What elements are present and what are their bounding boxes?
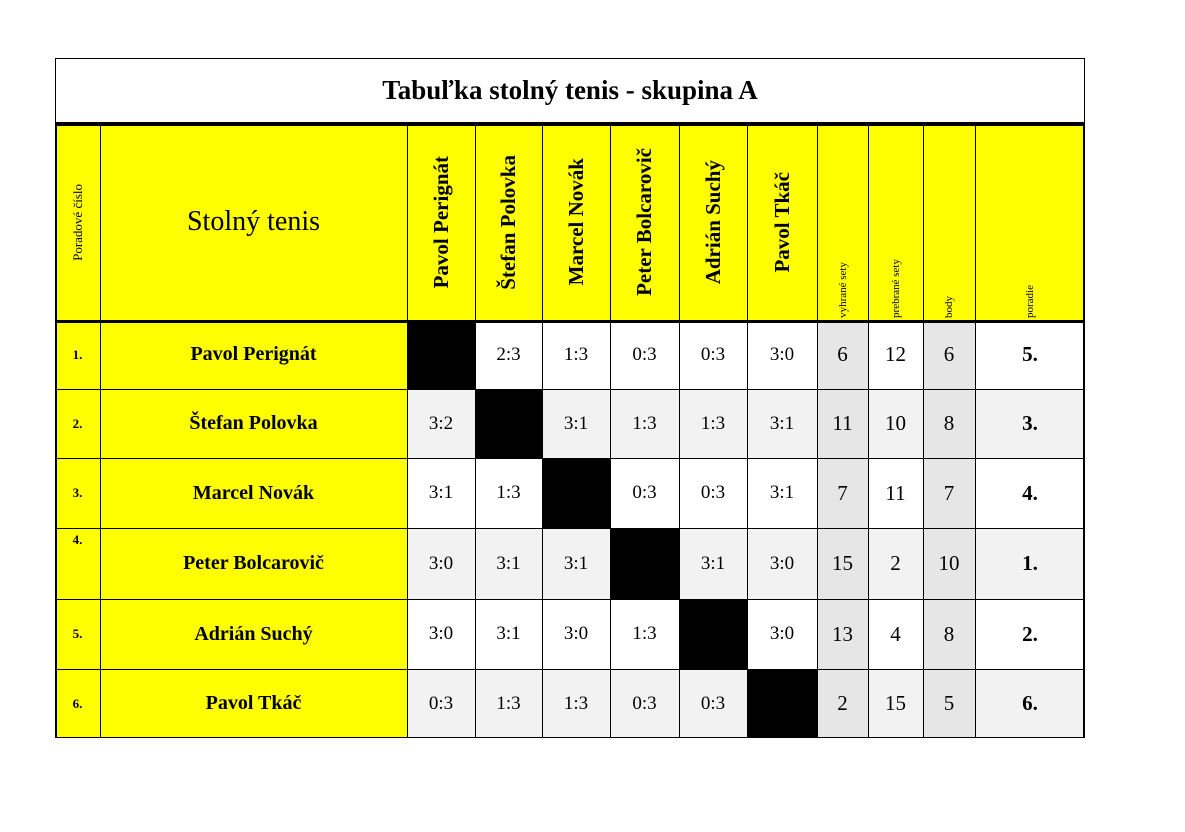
player-name: Marcel Novák bbox=[100, 458, 407, 528]
lost-sets-value: 4 bbox=[868, 599, 923, 669]
row-number: 4. bbox=[55, 528, 100, 599]
won-sets-value: 15 bbox=[817, 528, 868, 599]
header-lost-sets bbox=[868, 124, 923, 320]
results-table bbox=[55, 58, 1085, 738]
grid-line bbox=[55, 124, 57, 738]
score-cell: 3:1 bbox=[475, 528, 542, 599]
score-cell: 3:0 bbox=[747, 528, 817, 599]
score-cell: 3:1 bbox=[747, 389, 817, 458]
grid-line bbox=[923, 124, 924, 738]
score-cell: 3:0 bbox=[747, 320, 817, 389]
lost-sets-value: 2 bbox=[868, 528, 923, 599]
grid-line bbox=[475, 124, 476, 738]
header-won-sets-label: vyhrané sety bbox=[836, 262, 849, 318]
score-cell: 1:3 bbox=[542, 320, 610, 389]
header-player-4 bbox=[610, 124, 679, 320]
won-sets-value: 2 bbox=[817, 669, 868, 738]
grid-line bbox=[55, 528, 1085, 529]
player-name: Adrián Suchý bbox=[100, 599, 407, 669]
points-value: 8 bbox=[923, 599, 975, 669]
header-order-cell bbox=[55, 124, 100, 320]
grid-line bbox=[100, 124, 101, 738]
score-cell: 1:3 bbox=[610, 599, 679, 669]
header-player-name: Štefan Polovka bbox=[496, 154, 520, 290]
grid-line bbox=[868, 124, 869, 738]
grid-line bbox=[975, 124, 976, 738]
score-cell: 0:3 bbox=[407, 669, 475, 738]
score-cell: 1:3 bbox=[475, 669, 542, 738]
header-player-6 bbox=[747, 124, 817, 320]
player-name: Peter Bolcarovič bbox=[100, 528, 407, 599]
header-placement-label: poradie bbox=[1024, 285, 1036, 318]
diagonal-cell bbox=[475, 389, 542, 458]
score-cell: 3:1 bbox=[747, 458, 817, 528]
header-player-5 bbox=[679, 124, 747, 320]
header-table-label: Stolný tenis bbox=[100, 124, 407, 320]
points-value: 6 bbox=[923, 320, 975, 389]
player-name: Štefan Polovka bbox=[100, 389, 407, 458]
lost-sets-value: 11 bbox=[868, 458, 923, 528]
grid-line bbox=[1083, 124, 1085, 738]
points-value: 7 bbox=[923, 458, 975, 528]
header-player-1 bbox=[407, 124, 475, 320]
row-number: 6. bbox=[55, 669, 100, 738]
row-number: 3. bbox=[55, 458, 100, 528]
row-number: 2. bbox=[55, 389, 100, 458]
score-cell: 3:0 bbox=[407, 599, 475, 669]
placement-value: 6. bbox=[975, 669, 1085, 738]
diagonal-cell bbox=[542, 458, 610, 528]
grid-line bbox=[817, 124, 818, 738]
points-value: 10 bbox=[923, 528, 975, 599]
score-cell: 3:1 bbox=[475, 599, 542, 669]
score-cell: 3:0 bbox=[542, 599, 610, 669]
won-sets-value: 7 bbox=[817, 458, 868, 528]
grid-line bbox=[679, 124, 680, 738]
player-name: Pavol Tkáč bbox=[100, 669, 407, 738]
diagonal-cell bbox=[679, 599, 747, 669]
placement-value: 2. bbox=[975, 599, 1085, 669]
score-cell: 3:1 bbox=[679, 528, 747, 599]
grid-line bbox=[55, 389, 1085, 390]
score-cell: 0:3 bbox=[610, 669, 679, 738]
placement-value: 3. bbox=[975, 389, 1085, 458]
score-cell: 0:3 bbox=[679, 320, 747, 389]
grid-line bbox=[610, 124, 611, 738]
diagonal-cell bbox=[747, 669, 817, 738]
table-title: Tabuľka stolný tenis - skupina A bbox=[55, 58, 1085, 124]
placement-value: 4. bbox=[975, 458, 1085, 528]
lost-sets-value: 12 bbox=[868, 320, 923, 389]
grid-line bbox=[542, 124, 543, 738]
order-number-label: Poradové číslo bbox=[69, 183, 85, 261]
score-cell: 3:2 bbox=[407, 389, 475, 458]
score-cell: 3:1 bbox=[542, 389, 610, 458]
header-lost-sets-label: prebrané sety bbox=[889, 259, 902, 318]
placement-value: 5. bbox=[975, 320, 1085, 389]
score-cell: 2:3 bbox=[475, 320, 542, 389]
grid-line bbox=[747, 124, 748, 738]
won-sets-value: 11 bbox=[817, 389, 868, 458]
header-player-name: Adrián Suchý bbox=[700, 159, 725, 285]
grid-line bbox=[407, 124, 408, 738]
header-player-name: Pavol Tkáč bbox=[769, 171, 794, 273]
points-value: 5 bbox=[923, 669, 975, 738]
row-number: 5. bbox=[55, 599, 100, 669]
row-number: 1. bbox=[55, 320, 100, 389]
header-placement bbox=[975, 124, 1085, 320]
lost-sets-value: 15 bbox=[868, 669, 923, 738]
score-cell: 3:0 bbox=[407, 528, 475, 599]
won-sets-value: 13 bbox=[817, 599, 868, 669]
placement-value: 1. bbox=[975, 528, 1085, 599]
score-cell: 0:3 bbox=[610, 458, 679, 528]
header-points bbox=[923, 124, 975, 320]
header-player-name: Marcel Novák bbox=[563, 158, 588, 286]
score-cell: 1:3 bbox=[610, 389, 679, 458]
diagonal-cell bbox=[407, 320, 475, 389]
lost-sets-value: 10 bbox=[868, 389, 923, 458]
grid-line bbox=[55, 458, 1085, 459]
score-cell: 0:3 bbox=[610, 320, 679, 389]
header-player-name: Peter Bolcarovič bbox=[632, 148, 656, 296]
grid-line bbox=[55, 124, 1085, 126]
score-cell: 0:3 bbox=[679, 669, 747, 738]
points-value: 8 bbox=[923, 389, 975, 458]
score-cell: 0:3 bbox=[679, 458, 747, 528]
header-player-name: Pavol Perignát bbox=[428, 155, 453, 289]
score-cell: 1:3 bbox=[542, 669, 610, 738]
grid-line bbox=[55, 320, 1085, 323]
header-points-label: body bbox=[943, 296, 955, 318]
score-cell: 1:3 bbox=[679, 389, 747, 458]
grid-line bbox=[55, 599, 1085, 600]
score-cell: 3:1 bbox=[542, 528, 610, 599]
header-player-2 bbox=[475, 124, 542, 320]
grid-line bbox=[55, 669, 1085, 670]
header-won-sets bbox=[817, 124, 868, 320]
won-sets-value: 6 bbox=[817, 320, 868, 389]
grid-line bbox=[55, 737, 1085, 738]
score-cell: 3:1 bbox=[407, 458, 475, 528]
player-name: Pavol Perignát bbox=[100, 320, 407, 389]
diagonal-cell bbox=[610, 528, 679, 599]
header-player-3 bbox=[542, 124, 610, 320]
score-cell: 3:0 bbox=[747, 599, 817, 669]
score-cell: 1:3 bbox=[475, 458, 542, 528]
